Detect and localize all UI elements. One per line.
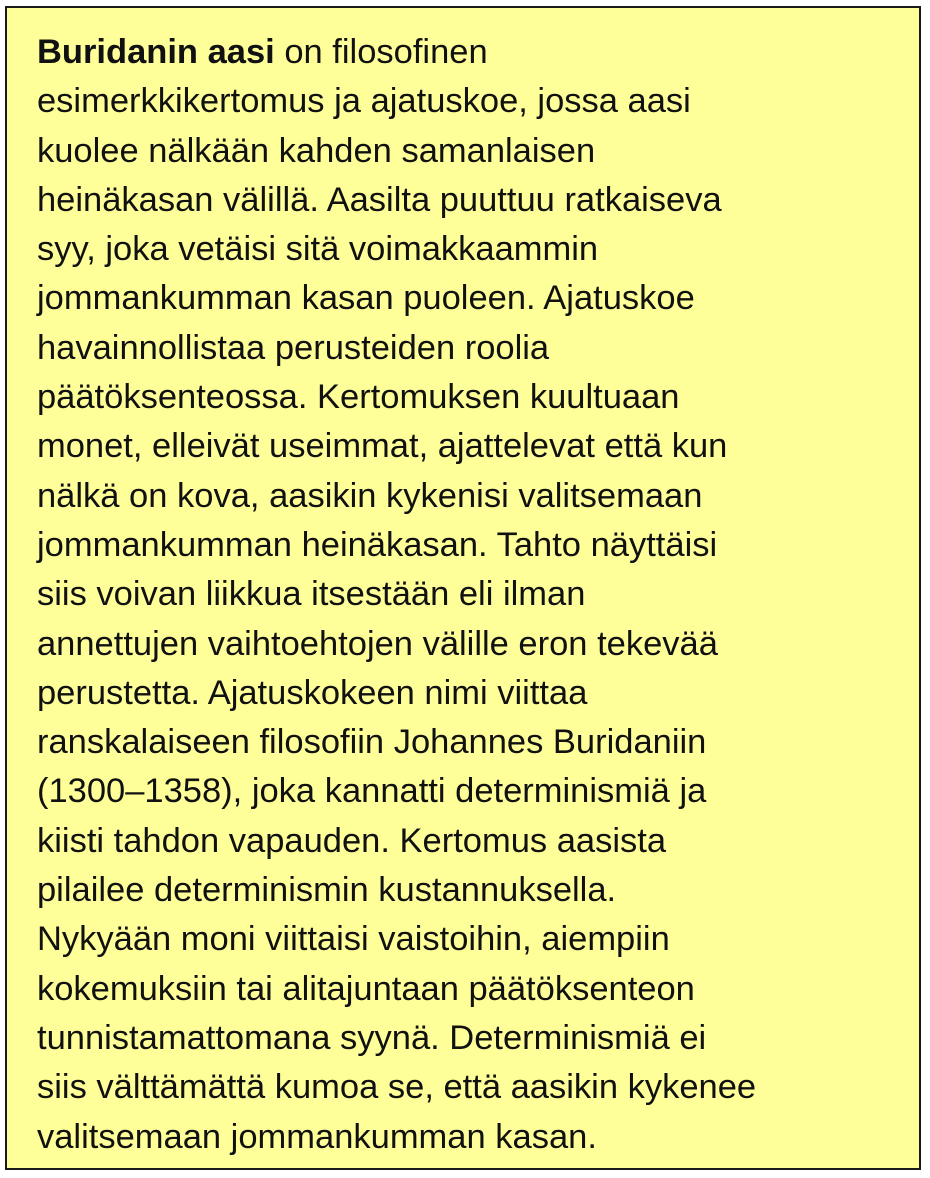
article-line: siis välttämättä kumoa se, että aasikin kykenee <box>37 1068 757 1107</box>
article-line: annettujen vaihtoehtojen välille eron tekevää <box>37 624 718 663</box>
article-box <box>5 6 921 1170</box>
article-line: on filosofinen <box>274 33 488 71</box>
article-line: (1300–1358), joka kannatti determinismiä ja <box>37 772 707 811</box>
article-line: jommankumman heinäkasan. Tahto näyttäisi <box>37 525 718 564</box>
article-line: kuolee nälkään kahden samanlaisen <box>37 131 596 170</box>
article-line: havainnollistaa perusteiden roolia <box>37 328 550 367</box>
article-line: päätöksenteossa. Kertomuksen kuultuaan <box>37 378 680 417</box>
article-line: pilailee determinismin kustannuksella. <box>37 871 617 910</box>
article-line: ranskalaiseen filosofiin Johannes Buridaniin <box>37 723 707 762</box>
article-line: siis voivan liikkua itsestään eli ilman <box>37 575 586 614</box>
article-line: perustetta. Ajatuskokeen nimi viittaa <box>37 673 588 712</box>
article-line: heinäkasan välillä. Aasilta puuttuu ratkaiseva <box>37 180 722 219</box>
article-line: esimerkkikertomus ja ajatuskoe, jossa aasi <box>37 82 691 121</box>
article-line: tunnistamattomana syynä. Determinismiä ei <box>37 1018 707 1057</box>
article-line: kiisti tahdon vapauden. Kertomus aasista <box>37 821 667 860</box>
article-paragraph <box>37 28 899 1162</box>
article-line: monet, elleivät useimmat, ajattelevat että kun <box>37 427 728 466</box>
article-line: jommankumman kasan puoleen. Ajatuskoe <box>37 279 695 318</box>
article-line: valitsemaan jommankumman kasan. <box>37 1117 597 1156</box>
article-line: kokemuksiin tai alitajuntaan päätöksenteon <box>37 969 695 1008</box>
article-line: Nykyään moni viittaisi vaistoihin, aiempiin <box>37 920 670 959</box>
article-term: Buridanin aasi <box>37 33 275 71</box>
article-line: syy, joka vetäisi sitä voimakkaammin <box>37 230 599 269</box>
article-line: nälkä on kova, aasikin kykenisi valitsemaan <box>37 476 703 515</box>
